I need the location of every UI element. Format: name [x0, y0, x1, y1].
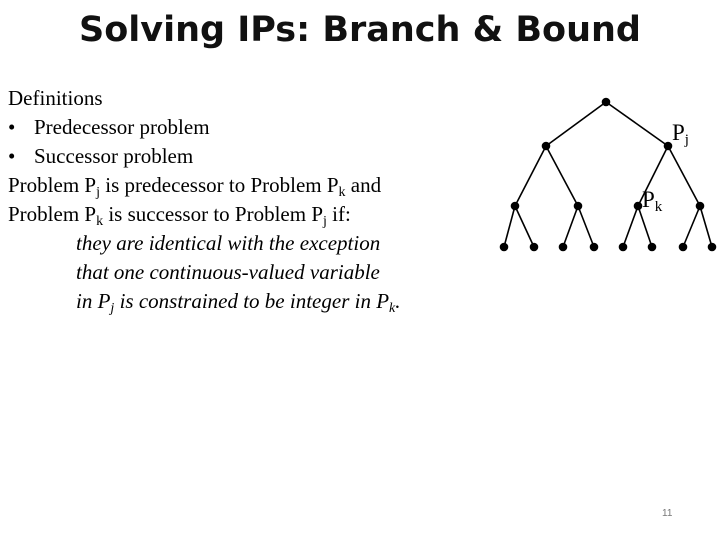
tree-node — [542, 142, 551, 151]
label-main: P — [672, 120, 685, 145]
bullet-label: Successor problem — [34, 144, 194, 168]
tree-leaf — [708, 243, 717, 252]
tree-node — [574, 202, 583, 211]
text-span: . — [395, 289, 401, 313]
bullet-icon: • — [8, 144, 16, 168]
subscript-j: j — [96, 185, 100, 200]
label-subscript: k — [654, 199, 663, 215]
bullet-label: Predecessor problem — [34, 115, 210, 139]
slide-title: Solving IPs: Branch & Bound — [79, 10, 641, 50]
page-number: 11 — [662, 508, 673, 519]
tree-node-pj — [664, 142, 673, 151]
tree-label-pj — [672, 120, 689, 146]
text-span: and — [345, 173, 382, 197]
tree-edge — [683, 206, 700, 247]
tree-leaf — [619, 243, 628, 252]
tree-node-root — [602, 98, 611, 107]
bullet-item-successor — [8, 142, 478, 171]
text-span: in P — [76, 289, 111, 313]
tree-leaf — [559, 243, 568, 252]
tree-leaf — [590, 243, 599, 252]
tree-edge — [623, 206, 638, 247]
tree-edge — [515, 146, 546, 206]
tree-leaf — [530, 243, 539, 252]
tree-leaf — [500, 243, 509, 252]
tree-edge — [504, 206, 515, 247]
text-span: Problem P — [8, 202, 97, 226]
tree-edge — [546, 146, 578, 206]
definition-line-5 — [8, 287, 478, 316]
tree-leaf — [679, 243, 688, 252]
subscript-k: k — [96, 214, 104, 229]
tree-edge — [546, 102, 606, 146]
tree-edge — [563, 206, 578, 247]
bullet-item-predecessor — [8, 113, 478, 142]
label-main: P — [642, 187, 655, 212]
tree-node-pk — [634, 202, 643, 211]
definition-line-1 — [8, 171, 478, 200]
tree-node — [511, 202, 520, 211]
subscript-k: k — [338, 185, 346, 200]
label-subscript: j — [684, 132, 689, 148]
tree-edge — [578, 206, 594, 247]
definition-line-4: that one continuous-valued variable — [76, 260, 380, 284]
text-span: is successor to Problem P — [103, 202, 323, 226]
body-text — [8, 84, 478, 316]
tree-leaf — [648, 243, 657, 252]
bullet-icon: • — [8, 115, 16, 139]
subscript-j: j — [323, 214, 327, 229]
tree-label-pk — [642, 187, 662, 213]
subscript-k: k — [389, 301, 396, 316]
tree-edge — [606, 102, 668, 146]
definitions-heading: Definitions — [8, 86, 103, 110]
text-span: is constrained to be integer in P — [114, 289, 390, 313]
branch-tree-diagram — [490, 90, 720, 260]
definition-line-3: they are identical with the exception — [76, 231, 381, 255]
text-span: is predecessor to Problem P — [99, 173, 339, 197]
definition-line-2 — [8, 200, 478, 229]
tree-node — [696, 202, 705, 211]
text-span: Problem P — [8, 173, 97, 197]
subscript-j: j — [110, 301, 115, 316]
text-span: if: — [326, 202, 351, 226]
tree-edge — [668, 146, 700, 206]
tree-edge — [515, 206, 534, 247]
tree-edge — [700, 206, 712, 247]
